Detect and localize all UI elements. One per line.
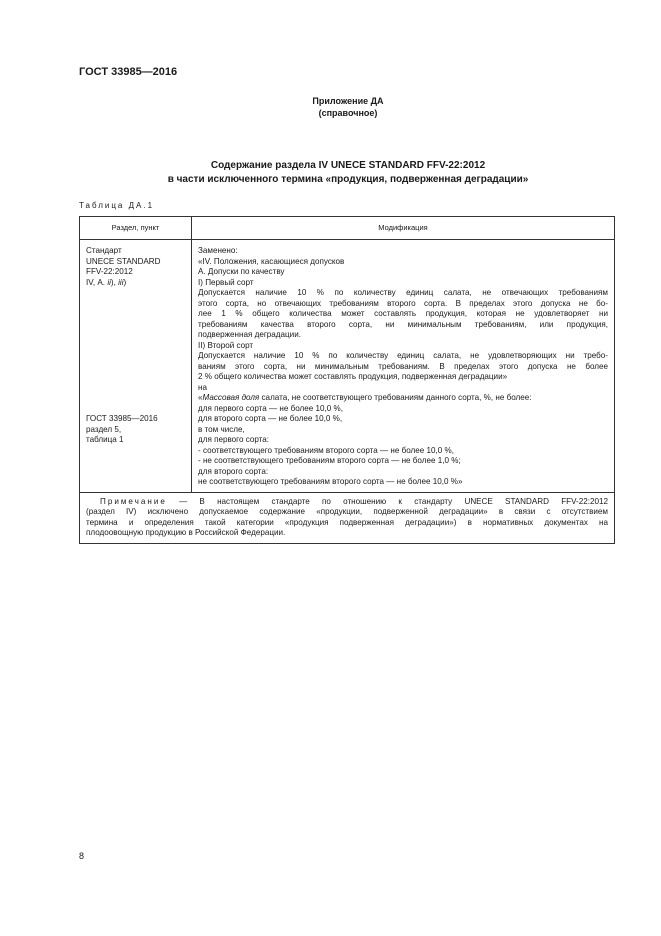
- column-header-modification: Модификация: [192, 217, 615, 240]
- section-cell: [80, 240, 192, 493]
- modification-cell: [192, 240, 615, 493]
- mod-line: лее 1 % общего количества может составлять продукция, которая не удовлетворяет ни: [198, 309, 608, 318]
- mod-line: в том числе,: [198, 424, 245, 434]
- mod-line: - соответствующего требованиям второго сорта — не более 10,0 %,: [198, 445, 454, 455]
- section-title-line1: Содержание раздела IV UNECE STANDARD FFV-22:2012: [210, 160, 486, 171]
- note-line4: плодоовощную продукцию в Российской Федерации.: [86, 528, 286, 537]
- mod-line: для второго сорта — не более 10,0 %,: [198, 414, 343, 423]
- mod-line: требованиям качества второго сорта, ни минимальным требованиям, или продукция,: [198, 319, 608, 329]
- section-title: [0, 159, 661, 187]
- section-b-line3: таблица 1: [86, 435, 124, 444]
- mod-line: Допускается наличие 10 % по количеству единиц салата, не удовлетворяющих ни требо-: [198, 351, 608, 360]
- mod-line: для второго сорта:: [198, 466, 269, 476]
- mod-line: I) Первый сорт: [198, 277, 254, 287]
- mod-line: для первого сорта — не более 10,0 %,: [198, 403, 343, 413]
- mod-line: II) Второй сорт: [198, 340, 254, 350]
- mod-line: этого сорта, но отвечающих требованиям второго сорта. В пределах этого допуска не бо-: [198, 298, 608, 308]
- appendix-subtitle: (справочное): [318, 108, 378, 118]
- section-title-line2: в части исключенного термина «продукция, подверженная деградации»: [167, 174, 529, 185]
- page-number: 8: [79, 851, 85, 861]
- section-a-line2: UNECE STANDARD: [86, 256, 161, 266]
- mod-line: Допускается наличие 10 % по количеству единиц салата, не отвечающих требованиям: [198, 288, 608, 297]
- section-b-line2: раздел 5,: [86, 424, 122, 434]
- table-note: [80, 492, 615, 543]
- mod-line: 2 % общего количества может составлять продукция, подверженная деградации»: [198, 372, 508, 381]
- table-note-row: [80, 492, 615, 543]
- appendix-title: Приложение ДА: [312, 96, 384, 106]
- mass-share-line: «Массовая доля салата, не соответствующего требованиям данного сорта, %, не более:: [198, 393, 532, 402]
- mod-line: не соответствующего требованиям второго сорта — не более 10,0 %»: [198, 477, 463, 486]
- note-line2: (раздел IV) исключено допускаемое содержание «продукции, подверженной деградации» в связи с отсутствием: [86, 507, 608, 516]
- table-row: [80, 240, 615, 493]
- note-line3: термина и определения такой категории «продукция подверженная деградации») в нормативных документах на: [86, 517, 608, 527]
- mod-line: - не соответствующего требованиям второго сорта — не более 1,0 %;: [198, 456, 461, 465]
- mod-line: «IV. Положения, касающиеся допусков: [198, 256, 345, 266]
- column-header-section: Раздел, пункт: [80, 217, 192, 240]
- modification-table: [79, 216, 615, 544]
- appendix-heading: [0, 95, 661, 119]
- mod-line: подверженная деградации.: [198, 330, 301, 339]
- mod-line: для первого сорта:: [198, 435, 270, 444]
- section-b-line1: ГОСТ 33985—2016: [86, 414, 158, 423]
- document-id: ГОСТ 33985—2016: [79, 66, 178, 78]
- section-a-line3: FFV-22:2012: [86, 267, 133, 276]
- table-caption: Таблица ДА.1: [79, 201, 155, 210]
- mod-line: А. Допуски по качеству: [198, 267, 285, 276]
- mod-line: Заменено:: [198, 246, 238, 255]
- note-line1: Примечание — В настоящем стандарте по отношению к стандарту UNECE STANDARD FFV-22:2012: [100, 496, 608, 506]
- mod-line: на: [198, 382, 207, 392]
- section-a-line1: Стандарт: [86, 246, 122, 255]
- spacer: [86, 288, 185, 414]
- section-a-line4: IV, А. ii), iii): [86, 277, 127, 287]
- mod-line: ваниям этого сорта, ни минимальным требованиям. В пределах этого допуска не более: [198, 361, 608, 371]
- table-header-row: [80, 217, 615, 240]
